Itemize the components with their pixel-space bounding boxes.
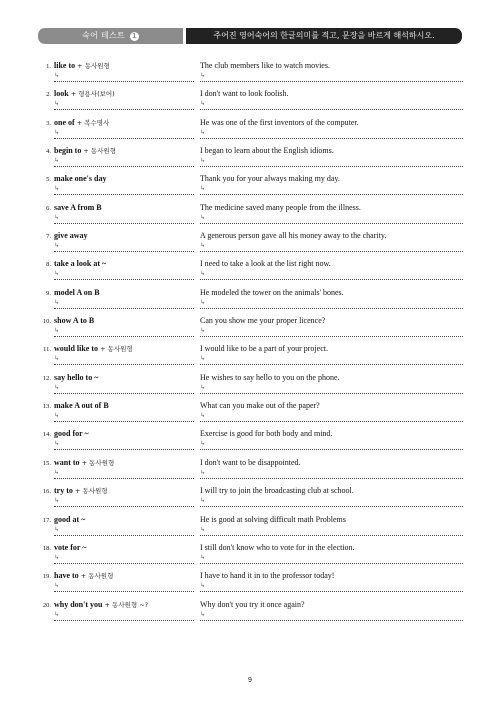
item-number: 20.	[42, 601, 51, 609]
meaning-answer-arrow-icon: ↳	[54, 440, 60, 448]
idiom-en: good at ~	[54, 514, 86, 524]
example-sentence: The medicine saved many people from the illness.	[200, 202, 361, 212]
idiom-text	[54, 146, 116, 155]
idiom-row	[37, 458, 463, 486]
meaning-answer-arrow-icon: ↳	[54, 100, 60, 108]
idiom-text	[54, 373, 98, 382]
idiom-row	[37, 373, 463, 401]
translation-answer-arrow-icon: ↳	[200, 383, 206, 391]
translation-answer-arrow-icon: ↳	[200, 213, 206, 221]
meaning-answer-line[interactable]	[54, 308, 194, 309]
idiom-grammar-note: + 형용사(보어)	[68, 90, 115, 99]
idiom-list	[37, 61, 463, 628]
idiom-text	[54, 203, 102, 212]
translation-answer-line[interactable]	[200, 478, 463, 479]
idiom-en: would like to	[54, 344, 99, 354]
idiom-text	[54, 174, 106, 183]
translation-answer-arrow-icon: ↳	[200, 440, 206, 448]
meaning-answer-line[interactable]	[54, 166, 194, 167]
item-number: 8.	[46, 261, 51, 269]
example-sentence: What can you make out of the paper?	[200, 401, 320, 411]
translation-answer-arrow-icon: ↳	[200, 157, 206, 165]
meaning-answer-arrow-icon: ↳	[54, 383, 60, 391]
page-number: 9	[248, 677, 252, 684]
translation-answer-arrow-icon: ↳	[200, 497, 206, 505]
idiom-row	[37, 231, 463, 259]
meaning-answer-arrow-icon: ↳	[54, 157, 60, 165]
idiom-en: vote for ~	[54, 542, 87, 552]
translation-answer-arrow-icon: ↳	[200, 72, 206, 79]
example-sentence: I have to hand it in to the professor today!	[200, 571, 335, 581]
idiom-en: model A on B	[54, 287, 100, 297]
meaning-answer-line[interactable]	[54, 336, 194, 337]
idiom-row	[37, 118, 463, 146]
meaning-answer-line[interactable]	[54, 591, 194, 592]
idiom-row	[37, 515, 463, 543]
translation-answer-line[interactable]	[200, 506, 463, 507]
translation-answer-arrow-icon: ↳	[200, 185, 206, 193]
item-number: 14.	[42, 431, 51, 439]
idiom-en: make one's day	[54, 174, 107, 184]
meaning-answer-line[interactable]	[54, 138, 194, 139]
idiom-text	[54, 344, 133, 353]
idiom-en: look	[54, 89, 69, 99]
idiom-row	[37, 146, 463, 174]
translation-answer-line[interactable]	[200, 364, 463, 365]
item-number: 6.	[46, 204, 51, 212]
idiom-row	[37, 288, 463, 316]
idiom-text	[54, 61, 110, 70]
meaning-answer-arrow-icon: ↳	[54, 582, 60, 590]
translation-answer-line[interactable]	[200, 563, 463, 564]
idiom-row	[37, 486, 463, 514]
idiom-row	[37, 203, 463, 231]
idiom-text	[54, 571, 113, 580]
idiom-en: take a look at ~	[54, 259, 107, 269]
idiom-row	[37, 344, 463, 372]
translation-answer-arrow-icon: ↳	[200, 355, 206, 363]
meaning-answer-arrow-icon: ↳	[54, 468, 60, 476]
example-sentence: Why don't you try it once again?	[200, 599, 305, 609]
translation-answer-arrow-icon: ↳	[200, 553, 206, 561]
example-sentence: Thank you for your always making my day.	[200, 174, 340, 184]
idiom-row	[37, 89, 463, 117]
example-sentence: I would like to be a part of your project.	[200, 344, 328, 354]
meaning-answer-line[interactable]	[54, 81, 194, 82]
translation-answer-line[interactable]	[200, 308, 463, 309]
meaning-answer-arrow-icon: ↳	[54, 270, 60, 278]
meaning-answer-line[interactable]	[54, 223, 194, 224]
item-number: 11.	[43, 346, 51, 354]
example-sentence: I don't want to be disappointed.	[200, 457, 301, 467]
meaning-answer-line[interactable]	[54, 393, 194, 394]
example-sentence: He modeled the tower on the animals' bones.	[200, 287, 344, 297]
test-title-tab	[38, 28, 183, 44]
idiom-row	[37, 61, 463, 89]
idiom-row	[37, 174, 463, 202]
translation-answer-line[interactable]	[200, 223, 463, 224]
idiom-en: save A from B	[54, 202, 102, 212]
item-number: 1.	[46, 63, 51, 70]
item-number: 9.	[46, 289, 51, 297]
idiom-row	[37, 316, 463, 344]
example-sentence: I don't want to look foolish.	[200, 89, 289, 99]
idiom-text	[54, 543, 86, 552]
idiom-grammar-note: + 동사원형	[98, 345, 133, 354]
section-header	[38, 28, 462, 44]
idiom-text	[54, 515, 85, 524]
meaning-answer-line[interactable]	[54, 449, 194, 450]
idiom-row	[37, 259, 463, 287]
item-number: 12.	[42, 374, 51, 382]
idiom-row	[37, 600, 463, 628]
example-sentence: I began to learn about the English idioms.	[200, 146, 334, 156]
example-sentence: He is good at solving difficult math Problems	[200, 514, 346, 524]
item-number: 10.	[42, 318, 51, 326]
idiom-text	[54, 458, 114, 467]
idiom-row	[37, 543, 463, 571]
example-sentence: He was one of the first inventors of the computer.	[200, 117, 359, 127]
item-number: 5.	[46, 176, 51, 184]
translation-answer-arrow-icon: ↳	[200, 468, 206, 476]
meaning-answer-line[interactable]	[54, 535, 194, 536]
translation-answer-line[interactable]	[200, 251, 463, 252]
meaning-answer-line[interactable]	[54, 364, 194, 365]
idiom-en: one of	[54, 117, 75, 127]
idiom-grammar-note: + 동사원형	[78, 572, 114, 581]
translation-answer-arrow-icon: ↳	[200, 610, 206, 618]
translation-answer-line[interactable]	[200, 279, 463, 280]
item-number: 7.	[46, 233, 51, 241]
idiom-text	[54, 316, 94, 325]
idiom-text	[54, 118, 109, 127]
meaning-answer-line[interactable]	[54, 506, 194, 507]
translation-answer-line[interactable]	[200, 620, 463, 621]
translation-answer-line[interactable]	[200, 449, 463, 450]
item-number: 15.	[42, 459, 51, 467]
meaning-answer-arrow-icon: ↳	[54, 497, 60, 505]
example-sentence: Exercise is good for both body and mind.	[200, 429, 333, 439]
idiom-grammar-note: + 동사원형	[75, 62, 110, 70]
idiom-en: say hello to ~	[54, 372, 99, 382]
meaning-answer-arrow-icon: ↳	[54, 610, 60, 618]
meaning-answer-line[interactable]	[54, 478, 194, 479]
translation-answer-arrow-icon: ↳	[200, 128, 206, 136]
translation-answer-line[interactable]	[200, 535, 463, 536]
translation-answer-line[interactable]	[200, 109, 463, 110]
example-sentence: He wishes to say hello to you on the phone.	[200, 372, 340, 382]
item-number: 3.	[46, 119, 51, 127]
meaning-answer-line[interactable]	[54, 620, 194, 621]
item-number: 17.	[42, 516, 51, 524]
idiom-text	[54, 600, 148, 609]
idiom-en: try to	[54, 486, 73, 496]
meaning-answer-arrow-icon: ↳	[54, 298, 60, 306]
meaning-answer-arrow-icon: ↳	[54, 553, 60, 561]
meaning-answer-arrow-icon: ↳	[54, 242, 60, 250]
idiom-text	[54, 288, 100, 297]
translation-answer-line[interactable]	[200, 421, 463, 422]
idiom-en: want to	[54, 457, 80, 467]
item-number: 13.	[42, 403, 51, 411]
item-number: 16.	[42, 488, 51, 496]
idiom-grammar-note: + 동사원형	[81, 147, 117, 156]
test-title: 숙어 테스트	[82, 31, 126, 40]
meaning-answer-line[interactable]	[54, 279, 194, 280]
translation-answer-line[interactable]	[200, 336, 463, 337]
example-sentence: I still don't know who to vote for in the election.	[200, 542, 355, 552]
translation-answer-line[interactable]	[200, 194, 463, 195]
meaning-answer-arrow-icon: ↳	[54, 327, 60, 335]
meaning-answer-arrow-icon: ↳	[54, 525, 60, 533]
meaning-answer-arrow-icon: ↳	[54, 185, 60, 193]
translation-answer-arrow-icon: ↳	[200, 242, 206, 250]
meaning-answer-line[interactable]	[54, 421, 194, 422]
idiom-grammar-note: + 동사원형	[72, 487, 108, 496]
idiom-en: make A out of B	[54, 401, 109, 411]
idiom-row	[37, 571, 463, 599]
meaning-answer-arrow-icon: ↳	[54, 355, 60, 363]
item-number: 2.	[46, 91, 51, 99]
translation-answer-line[interactable]	[200, 81, 463, 82]
idiom-text	[54, 89, 115, 98]
idiom-row	[37, 429, 463, 457]
idiom-grammar-note: + 동사원형 ~?	[102, 600, 149, 609]
idiom-en: show A to B	[54, 316, 95, 326]
translation-answer-arrow-icon: ↳	[200, 582, 206, 590]
translation-answer-arrow-icon: ↳	[200, 270, 206, 278]
idiom-text	[54, 429, 89, 438]
instructions-banner: 주어진 영어숙어의 한글의미를 적고, 문장을 바르게 해석하시오.	[186, 28, 462, 44]
example-sentence: The club members like to watch movies.	[200, 61, 330, 70]
idiom-text	[54, 486, 108, 495]
translation-answer-arrow-icon: ↳	[200, 100, 206, 108]
translation-answer-line[interactable]	[200, 393, 463, 394]
translation-answer-arrow-icon: ↳	[200, 298, 206, 306]
idiom-grammar-note: + 동사원형	[79, 458, 115, 467]
example-sentence: Can you show me your proper licence?	[200, 316, 326, 326]
meaning-answer-arrow-icon: ↳	[54, 213, 60, 221]
idiom-en: why don't you	[54, 599, 103, 609]
example-sentence: I will try to join the broadcasting club at school.	[200, 486, 354, 496]
meaning-answer-line[interactable]	[54, 109, 194, 110]
meaning-answer-line[interactable]	[54, 563, 194, 564]
idiom-text	[54, 259, 106, 268]
test-number-badge: 1	[131, 32, 137, 40]
idiom-en: have to	[54, 571, 79, 581]
translation-answer-arrow-icon: ↳	[200, 412, 206, 420]
translation-answer-arrow-icon: ↳	[200, 327, 206, 335]
meaning-answer-arrow-icon: ↳	[54, 72, 60, 79]
idiom-grammar-note: + 복수명사	[74, 118, 110, 127]
meaning-answer-line[interactable]	[54, 251, 194, 252]
item-number: 4.	[46, 148, 51, 156]
example-sentence: I need to take a look at the list right now.	[200, 259, 331, 269]
translation-answer-line[interactable]	[200, 138, 463, 139]
example-sentence: A generous person gave all his money away to the charity.	[200, 231, 387, 241]
meaning-answer-line[interactable]	[54, 194, 194, 195]
item-number: 19.	[42, 573, 51, 581]
idiom-en: good for ~	[54, 429, 89, 439]
meaning-answer-arrow-icon: ↳	[54, 128, 60, 136]
meaning-answer-arrow-icon: ↳	[54, 412, 60, 420]
item-number: 18.	[42, 544, 51, 552]
translation-answer-arrow-icon: ↳	[200, 525, 206, 533]
idiom-en: begin to	[54, 146, 82, 156]
idiom-en: like to	[54, 61, 76, 70]
idiom-en: give away	[54, 231, 88, 241]
idiom-text	[54, 401, 109, 410]
idiom-row	[37, 401, 463, 429]
idiom-text	[54, 231, 88, 240]
translation-answer-line[interactable]	[200, 591, 463, 592]
translation-answer-line[interactable]	[200, 166, 463, 167]
